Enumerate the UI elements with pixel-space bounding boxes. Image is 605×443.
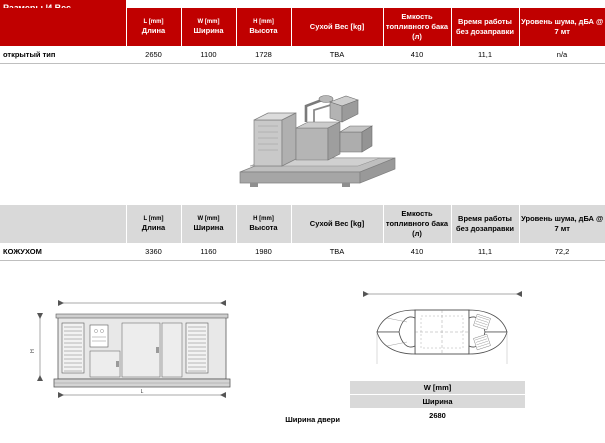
canopy-header-height-unit: H [mm] bbox=[253, 215, 274, 222]
canopy-spec-table bbox=[0, 205, 605, 261]
canopy-header-length-unit: L [mm] bbox=[143, 215, 164, 222]
canopy-header-height bbox=[236, 205, 291, 243]
canopy-width-value: 1160 bbox=[181, 243, 236, 261]
canopy-header-length bbox=[126, 205, 181, 243]
open-type-header-runtime bbox=[451, 8, 519, 46]
open-type-header-width-name: Ширина bbox=[193, 25, 224, 35]
open-type-header-height bbox=[236, 8, 291, 46]
canopy-header-dry-weight-name: Сухой Вес [kg] bbox=[309, 218, 365, 228]
open-type-header-runtime-name: Время работы без дозаправки bbox=[456, 16, 514, 36]
door-width-unit: W [mm] bbox=[350, 381, 525, 395]
canopy-fuel-tank-value: 410 bbox=[383, 243, 451, 261]
open-type-row-label: открытый тип bbox=[0, 46, 126, 64]
open-type-header-length-name: Длина bbox=[141, 25, 166, 35]
canopy-header-height-name: Высота bbox=[249, 222, 278, 232]
open-type-header-blank bbox=[0, 8, 126, 46]
svg-text:H: H bbox=[30, 349, 36, 353]
open-type-genset-svg bbox=[210, 80, 410, 200]
canopy-header-length-name: Длина bbox=[141, 222, 166, 232]
door-width-unit-row bbox=[350, 381, 525, 395]
canopy-header-noise bbox=[519, 205, 605, 243]
open-type-header-length-unit: L [mm] bbox=[143, 18, 164, 25]
open-type-header-height-unit: H [mm] bbox=[253, 18, 274, 25]
canopy-header-dry-weight bbox=[291, 205, 383, 243]
open-type-header-row bbox=[0, 8, 605, 46]
open-type-header-height-name: Высота bbox=[249, 25, 278, 35]
canopy-value-row bbox=[0, 243, 605, 261]
canopy-header-fuel-tank-name: Емкость топливного бака (л) bbox=[385, 208, 449, 239]
open-type-header-dry-weight-name: Сухой Вес [kg] bbox=[309, 21, 365, 31]
open-type-width-value: 1100 bbox=[181, 46, 236, 64]
door-width-table bbox=[350, 381, 525, 422]
open-type-height-value: 1728 bbox=[236, 46, 291, 64]
door-width-value: 2680 bbox=[350, 408, 525, 422]
svg-text:L: L bbox=[140, 389, 144, 395]
open-type-header-noise bbox=[519, 8, 605, 46]
door-width-name: Ширина bbox=[350, 395, 525, 409]
open-type-header-fuel-tank-name: Емкость топливного бака (л) bbox=[385, 11, 449, 42]
canopy-header-row bbox=[0, 205, 605, 243]
canopy-header-noise-name: Уровень шума, дБА @ 7 мт bbox=[521, 213, 604, 233]
canopy-header-width-name: Ширина bbox=[193, 222, 224, 232]
canopy-runtime-value: 11,1 bbox=[451, 243, 519, 261]
canopy-header-blank bbox=[0, 205, 126, 243]
door-width-value-row bbox=[350, 408, 525, 422]
open-type-header-length bbox=[126, 8, 181, 46]
open-type-fuel-tank-value: 410 bbox=[383, 46, 451, 64]
canopy-dry-weight-value: TBA bbox=[291, 243, 383, 261]
canopy-header-runtime bbox=[451, 205, 519, 243]
door-width-label: Ширина двери bbox=[285, 415, 340, 424]
canopy-height-value: 1980 bbox=[236, 243, 291, 261]
open-type-header-width-unit: W [mm] bbox=[197, 18, 220, 25]
open-type-header-width bbox=[181, 8, 236, 46]
open-type-header-dry-weight bbox=[291, 8, 383, 46]
canopy-side-view-svg bbox=[18, 295, 238, 405]
canopy-row-label: КОЖУХОМ bbox=[0, 243, 126, 261]
open-type-noise-value: n/a bbox=[519, 46, 605, 64]
canopy-top-view-svg bbox=[355, 288, 530, 378]
open-type-header-noise-name: Уровень шума, дБА @ 7 мт bbox=[521, 16, 604, 36]
canopy-header-runtime-name: Время работы без дозаправки bbox=[456, 213, 514, 233]
canopy-top-view-drawing bbox=[355, 288, 530, 378]
canopy-header-width-unit: W [mm] bbox=[197, 215, 220, 222]
door-width-name-row bbox=[350, 395, 525, 409]
canopy-length-value: 3360 bbox=[126, 243, 181, 261]
open-type-spec-table bbox=[0, 8, 605, 64]
open-type-genset-drawing bbox=[210, 80, 410, 200]
open-type-runtime-value: 11,1 bbox=[451, 46, 519, 64]
canopy-side-view-drawing bbox=[18, 295, 238, 405]
canopy-header-width bbox=[181, 205, 236, 243]
open-type-value-row bbox=[0, 46, 605, 64]
open-type-length-value: 2650 bbox=[126, 46, 181, 64]
canopy-noise-value: 72,2 bbox=[519, 243, 605, 261]
canopy-header-fuel-tank bbox=[383, 205, 451, 243]
open-type-header-fuel-tank bbox=[383, 8, 451, 46]
open-type-dry-weight-value: TBA bbox=[291, 46, 383, 64]
